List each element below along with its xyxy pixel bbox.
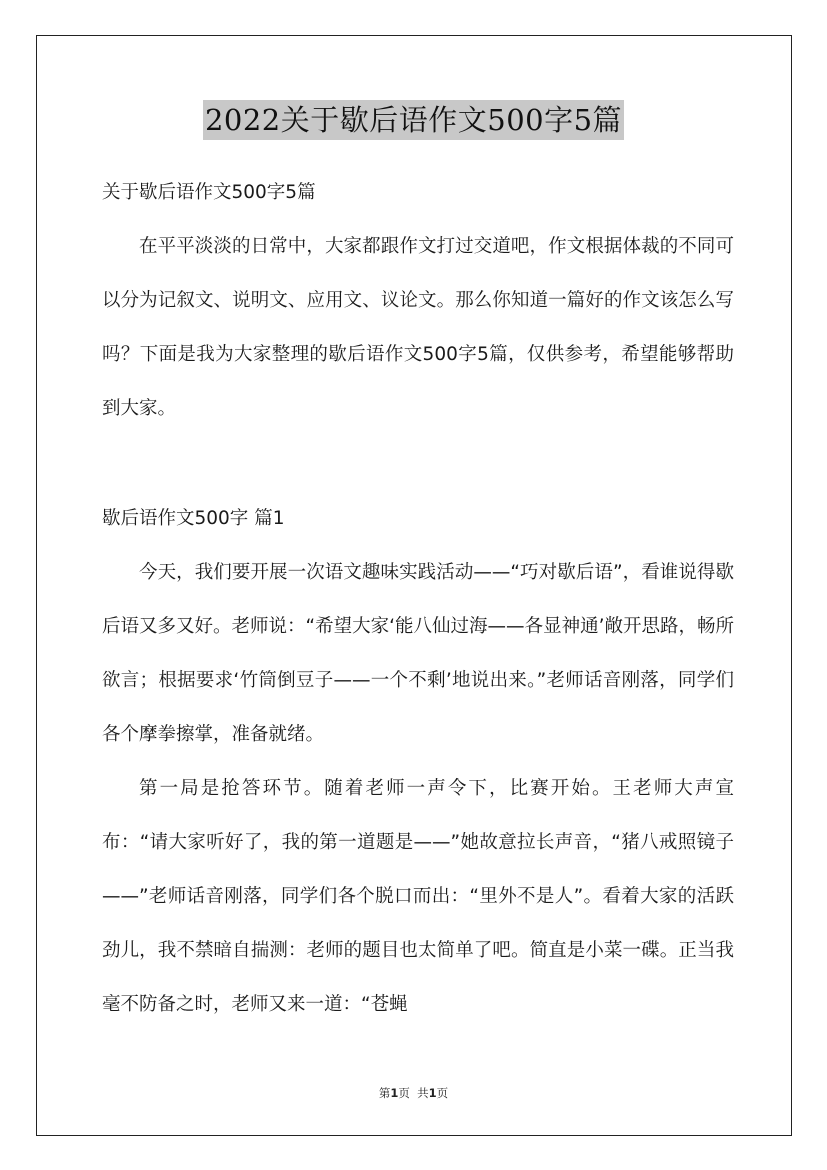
subtitle-block xyxy=(102,181,734,205)
total-prefix: 共 xyxy=(417,1086,429,1100)
page-prefix: 第 xyxy=(378,1086,391,1100)
intro-block xyxy=(102,220,734,436)
body-block xyxy=(102,546,734,1032)
body-paragraph-2: 第一局是抢答环节。随着老师一声令下，比赛开始。王老师大声宣布：“请大家听好了，我的第一道题是——”她故意拉长声音，“猪八戒照镜子——”老师话音刚落，同学们各个脱口而出：“里外不是人”。看着大家的活跃劲儿，我不禁暗自揣测：老师的题目也太简单了吧。简直是小菜一碟。正当我毫不防备之时，老师又来一道：“苍蝇 xyxy=(102,778,734,1015)
section-heading: 歇后语作文500字 篇1 xyxy=(102,508,285,529)
intro-paragraph: 在平平淡淡的日常中，大家都跟作文打过交道吧，作文根据体裁的不同可以分为记叙文、说明文、应用文、议论文。那么你知道一篇好的作文该怎么写吗？下面是我为大家整理的歇后语作文500字5篇，仅供参考，希望能够帮助到大家。 xyxy=(102,236,734,419)
section-heading-block xyxy=(102,507,734,531)
page-footer xyxy=(0,1085,827,1101)
total-suffix: 页 xyxy=(436,1086,449,1100)
body-paragraph-1: 今天，我们要开展一次语文趣味实践活动——“巧对歇后语”，看谁说得歇后语又多又好。老师说：“希望大家‘能八仙过海——各显神通’敞开思路，畅所欲言；根据要求‘竹筒倒豆子——一个不剩’地说出来。”老师话音刚落，同学们各个摩拳擦掌，准备就绪。 xyxy=(102,562,734,745)
document-subtitle: 关于歇后语作文500字5篇 xyxy=(102,182,316,203)
total-pages: 1 xyxy=(428,1086,437,1100)
page-number: 1 xyxy=(390,1086,399,1100)
page-suffix: 页 xyxy=(398,1086,410,1100)
title-container xyxy=(0,100,827,140)
document-title: 2022关于歇后语作文500字5篇 xyxy=(203,100,624,140)
